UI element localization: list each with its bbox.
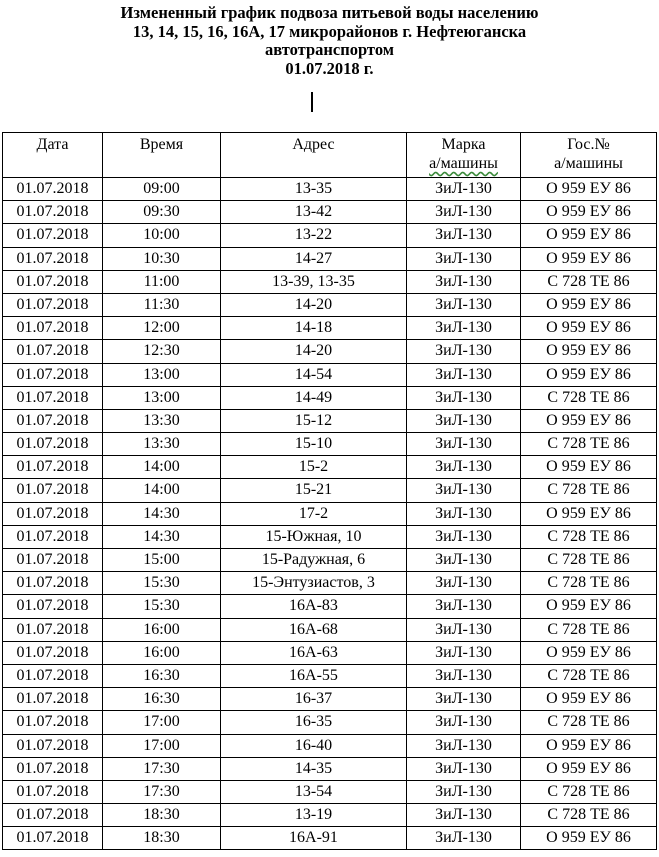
cell-model: ЗиЛ-130 [407,502,521,525]
header-time: Время [103,133,221,178]
cell-plate: О 959 ЕУ 86 [521,363,657,386]
cell-date: 01.07.2018 [3,757,103,780]
cell-address: 13-35 [221,178,407,201]
cell-date: 01.07.2018 [3,572,103,595]
cell-plate: О 959 ЕУ 86 [521,688,657,711]
cell-date: 01.07.2018 [3,409,103,432]
table-row [3,641,657,664]
cell-time: 17:30 [103,757,221,780]
cell-plate: С 728 ТЕ 86 [521,572,657,595]
cell-model: ЗиЛ-130 [407,618,521,641]
cell-address: 14-49 [221,386,407,409]
cell-address: 16А-55 [221,664,407,687]
cell-date: 01.07.2018 [3,293,103,316]
cell-model: ЗиЛ-130 [407,293,521,316]
cell-time: 15:30 [103,572,221,595]
cell-time: 17:00 [103,734,221,757]
table-row [3,664,657,687]
cell-model: ЗиЛ-130 [407,711,521,734]
cell-model: ЗиЛ-130 [407,386,521,409]
table-row [3,525,657,548]
cell-address: 16А-68 [221,618,407,641]
cell-model: ЗиЛ-130 [407,664,521,687]
cell-model: ЗиЛ-130 [407,363,521,386]
header-row [3,133,657,178]
cell-address: 15-10 [221,433,407,456]
cell-time: 10:30 [103,247,221,270]
cell-time: 15:00 [103,549,221,572]
cell-date: 01.07.2018 [3,502,103,525]
cell-time: 15:30 [103,595,221,618]
cell-date: 01.07.2018 [3,201,103,224]
cell-time: 11:00 [103,270,221,293]
cell-model: ЗиЛ-130 [407,688,521,711]
table-row [3,386,657,409]
cell-date: 01.07.2018 [3,780,103,803]
text-cursor [311,92,313,112]
cell-time: 10:00 [103,224,221,247]
table-row [3,317,657,340]
cell-time: 12:00 [103,317,221,340]
cell-address: 16А-91 [221,827,407,850]
cell-time: 13:30 [103,409,221,432]
cell-address: 13-42 [221,201,407,224]
cell-plate: О 959 ЕУ 86 [521,641,657,664]
cell-plate: О 959 ЕУ 86 [521,734,657,757]
title-line-2: 13, 14, 15, 16, 16А, 17 микрорайонов г. Нефтеюганска [132,21,527,41]
cell-date: 01.07.2018 [3,178,103,201]
document-title [0,4,659,78]
table-row [3,479,657,502]
cell-date: 01.07.2018 [3,270,103,293]
cell-plate: С 728 ТЕ 86 [521,433,657,456]
cell-address: 13-39, 13-35 [221,270,407,293]
cell-address: 15-2 [221,456,407,479]
header-date: Дата [3,133,103,178]
cell-model: ЗиЛ-130 [407,433,521,456]
cell-model: ЗиЛ-130 [407,572,521,595]
cell-address: 17-2 [221,502,407,525]
cell-model: ЗиЛ-130 [407,734,521,757]
cell-plate: О 959 ЕУ 86 [521,502,657,525]
cell-time: 09:30 [103,201,221,224]
cell-date: 01.07.2018 [3,595,103,618]
cell-date: 01.07.2018 [3,247,103,270]
cell-model: ЗиЛ-130 [407,317,521,340]
cell-plate: О 959 ЕУ 86 [521,827,657,850]
cell-plate: О 959 ЕУ 86 [521,757,657,780]
table-row [3,502,657,525]
cell-model: ЗиЛ-130 [407,479,521,502]
cell-address: 14-18 [221,317,407,340]
cell-plate: О 959 ЕУ 86 [521,340,657,363]
cell-date: 01.07.2018 [3,363,103,386]
cell-date: 01.07.2018 [3,479,103,502]
cell-model: ЗиЛ-130 [407,595,521,618]
cell-plate: С 728 ТЕ 86 [521,549,657,572]
table-row [3,549,657,572]
cell-date: 01.07.2018 [3,224,103,247]
cell-date: 01.07.2018 [3,456,103,479]
cell-date: 01.07.2018 [3,827,103,850]
cell-address: 16-40 [221,734,407,757]
cell-model: ЗиЛ-130 [407,201,521,224]
table-row [3,340,657,363]
cell-address: 15-Радужная, 6 [221,549,407,572]
cell-time: 13:00 [103,386,221,409]
cell-date: 01.07.2018 [3,711,103,734]
cell-time: 13:00 [103,363,221,386]
cell-plate: С 728 ТЕ 86 [521,479,657,502]
cell-plate: О 959 ЕУ 86 [521,201,657,224]
cell-time: 17:00 [103,711,221,734]
cell-date: 01.07.2018 [3,525,103,548]
cell-plate: С 728 ТЕ 86 [521,386,657,409]
cell-address: 15-12 [221,409,407,432]
cell-plate: О 959 ЕУ 86 [521,409,657,432]
title-line-1: Измененный график подвоза питьевой воды населению [120,3,539,22]
cell-date: 01.07.2018 [3,688,103,711]
table-row [3,688,657,711]
header-plate-line-2: а/машины [554,155,623,172]
table-row [3,293,657,316]
cell-time: 11:30 [103,293,221,316]
table-row [3,224,657,247]
cell-time: 16:00 [103,618,221,641]
cell-model: ЗиЛ-130 [407,757,521,780]
cell-model: ЗиЛ-130 [407,456,521,479]
cell-time: 09:00 [103,178,221,201]
cell-date: 01.07.2018 [3,549,103,572]
header-plate-line-1: Гос.№ [567,136,610,153]
cell-plate: О 959 ЕУ 86 [521,456,657,479]
cell-plate: О 959 ЕУ 86 [521,595,657,618]
title-line-3: автотранспортом [264,40,394,59]
table-row [3,363,657,386]
cell-time: 18:30 [103,804,221,827]
cell-model: ЗиЛ-130 [407,641,521,664]
table-row [3,804,657,827]
cell-time: 16:30 [103,664,221,687]
cell-plate: С 728 ТЕ 86 [521,525,657,548]
cell-plate: О 959 ЕУ 86 [521,317,657,340]
cell-plate: О 959 ЕУ 86 [521,247,657,270]
cell-address: 16-37 [221,688,407,711]
cell-model: ЗиЛ-130 [407,247,521,270]
cell-address: 16А-63 [221,641,407,664]
cell-date: 01.07.2018 [3,734,103,757]
table-row [3,270,657,293]
cell-plate: С 728 ТЕ 86 [521,270,657,293]
cell-address: 16А-83 [221,595,407,618]
cell-address: 15-Южная, 10 [221,525,407,548]
cell-date: 01.07.2018 [3,804,103,827]
table-row [3,595,657,618]
header-model [407,133,521,178]
table-row [3,827,657,850]
cell-time: 13:30 [103,433,221,456]
schedule-table [2,132,657,850]
cell-model: ЗиЛ-130 [407,804,521,827]
table-row [3,757,657,780]
cell-model: ЗиЛ-130 [407,549,521,572]
cell-plate: О 959 ЕУ 86 [521,178,657,201]
cell-date: 01.07.2018 [3,664,103,687]
table-row [3,433,657,456]
cell-model: ЗиЛ-130 [407,340,521,363]
cell-model: ЗиЛ-130 [407,780,521,803]
cell-address: 14-27 [221,247,407,270]
cell-address: 14-54 [221,363,407,386]
table-row [3,572,657,595]
cell-address: 16-35 [221,711,407,734]
table-row [3,780,657,803]
schedule-table-header [3,133,657,178]
cell-model: ЗиЛ-130 [407,827,521,850]
cell-address: 14-20 [221,293,407,316]
cell-model: ЗиЛ-130 [407,178,521,201]
cell-time: 14:30 [103,525,221,548]
cell-time: 18:30 [103,827,221,850]
cell-plate: С 728 ТЕ 86 [521,711,657,734]
header-model-line-1: Марка [441,136,486,153]
cell-plate: О 959 ЕУ 86 [521,224,657,247]
cell-date: 01.07.2018 [3,386,103,409]
table-row [3,247,657,270]
cell-plate: О 959 ЕУ 86 [521,293,657,316]
schedule-table-body [3,178,657,850]
cell-model: ЗиЛ-130 [407,409,521,432]
header-plate [521,133,657,178]
cell-address: 14-35 [221,757,407,780]
cell-date: 01.07.2018 [3,317,103,340]
cell-plate: С 728 ТЕ 86 [521,664,657,687]
cell-address: 14-20 [221,340,407,363]
cell-plate: С 728 ТЕ 86 [521,780,657,803]
cell-time: 12:30 [103,340,221,363]
cell-date: 01.07.2018 [3,641,103,664]
header-address: Адрес [221,133,407,178]
cell-address: 13-19 [221,804,407,827]
cell-time: 17:30 [103,780,221,803]
cell-time: 14:00 [103,456,221,479]
cell-date: 01.07.2018 [3,618,103,641]
cell-time: 14:00 [103,479,221,502]
cell-plate: С 728 ТЕ 86 [521,804,657,827]
table-row [3,178,657,201]
cell-address: 15-21 [221,479,407,502]
cell-address: 15-Энтузиастов, 3 [221,572,407,595]
cell-time: 14:30 [103,502,221,525]
cell-date: 01.07.2018 [3,340,103,363]
cell-time: 16:00 [103,641,221,664]
cell-address: 13-54 [221,780,407,803]
table-row [3,201,657,224]
cell-model: ЗиЛ-130 [407,224,521,247]
cell-time: 16:30 [103,688,221,711]
table-row [3,734,657,757]
table-row [3,711,657,734]
table-row [3,456,657,479]
cell-model: ЗиЛ-130 [407,525,521,548]
table-row [3,409,657,432]
cell-address: 13-22 [221,224,407,247]
title-line-4: 01.07.2018 г. [285,58,374,78]
header-model-line-2: а/машины [429,155,498,172]
table-row [3,618,657,641]
cell-date: 01.07.2018 [3,433,103,456]
cell-plate: С 728 ТЕ 86 [521,618,657,641]
cell-model: ЗиЛ-130 [407,270,521,293]
